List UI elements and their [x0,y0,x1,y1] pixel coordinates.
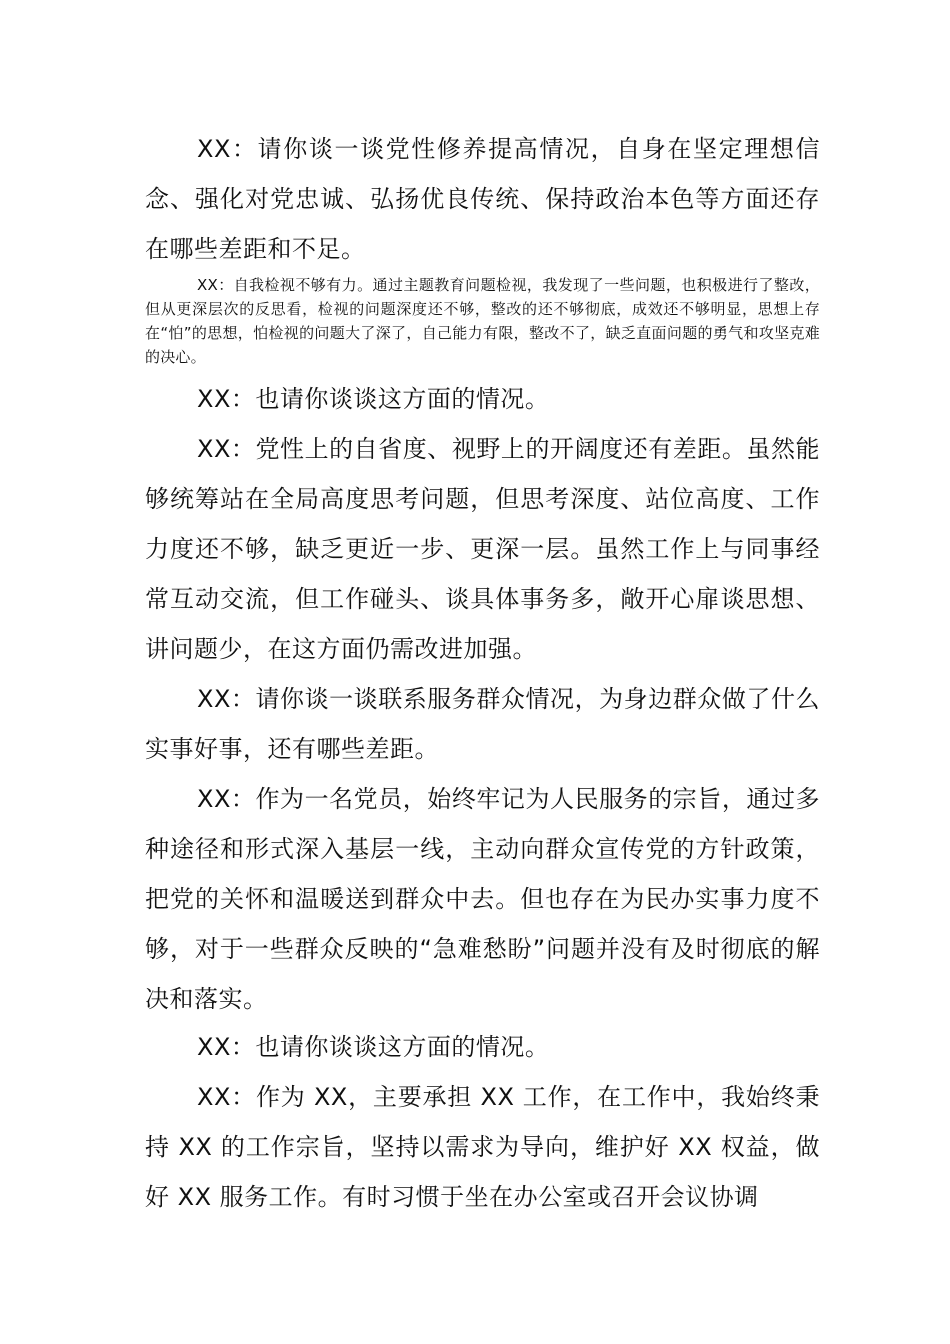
answer-self-examination: XX：自我检视不够有力。通过主题教育问题检视，我发现了一些问题，也积极进行了整改，但从更深层次的反思看，检视的问题深度还不够，整改的还不够彻底，成效还不够明显，思想上存在“怕”的思想，怕检视的问题大了深了，自己能力有限，整改不了，缺乏直面问题的勇气和攻坚克难的决心。 [145,276,820,366]
answer-serving-masses: XX：作为一名党员，始终牢记为人民服务的宗旨，通过多种途径和形式深入基层一线，主动向群众宣传党的方针政策，把党的关怀和温暖送到群众中去。但也存在为民办实事力度不够，对于一些群众反映的“急难愁盼”问题并没有及时彻底的解决和落实。 [145,785,820,1013]
question-followup-1: XX：也请你谈谈这方面的情况。 [197,385,550,413]
answer-work-duties: XX：作为 XX，主要承担 XX 工作，在工作中，我始终秉持 XX 的工作宗旨，坚持以需求为导向，维护好 XX 权益，做好 XX 服务工作。有时习惯于坐在办公室或召开会议协调 [145,1083,820,1211]
answer-self-reflection: XX：党性上的自省度、视野上的开阔度还有差距。虽然能够统筹站在全局高度思考问题，但思考深度、站位高度、工作力度还不够，缺乏更近一步、更深一层。虽然工作上与同事经常互动交流，但工作碰头、谈具体事务多，敞开心扉谈思想、讲问题少，在这方面仍需改进加强。 [145,435,820,663]
question-followup-2: XX：也请你谈谈这方面的情况。 [197,1033,550,1061]
question-party-spirit: XX：请你谈一谈党性修养提高情况，自身在坚定理想信念、强化对党忠诚、弘扬优良传统、保持政治本色等方面还存在哪些差距和不足。 [145,135,820,263]
question-serving-masses: XX：请你谈一谈联系服务群众情况，为身边群众做了什么实事好事，还有哪些差距。 [145,685,820,763]
